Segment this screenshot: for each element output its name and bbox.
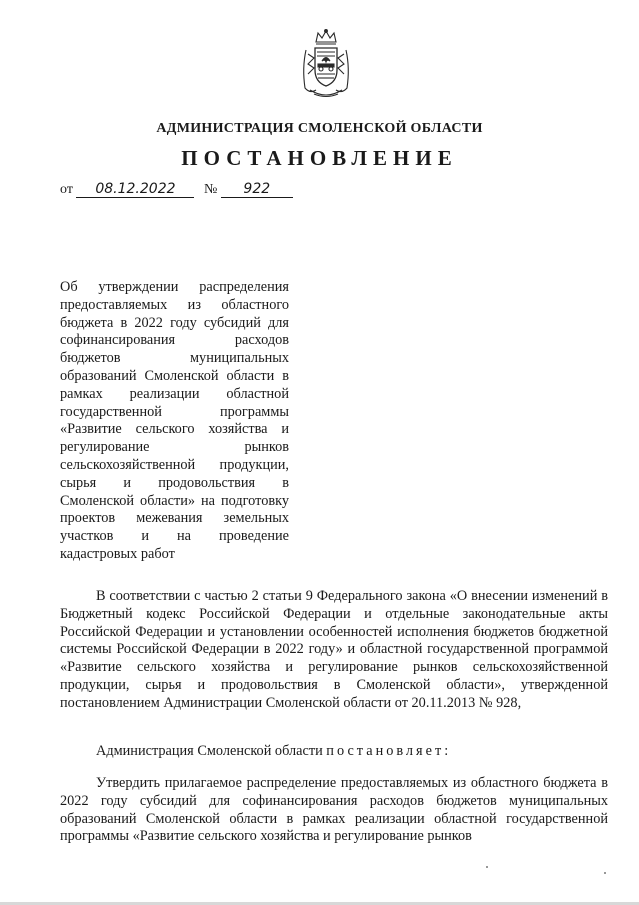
body-paragraph-2 <box>60 743 608 761</box>
body-paragraph-1: В соответствии с частью 2 статьи 9 Федерального закона «О внесении изменений в Бюджетный кодекс Российской Федерации и отдельные законодательные акты Российской Федерации и установлении особенностей исполнения бюджетов бюджетной системы Российской Федерации в 2022 году» и областной государственной программой «Развитие сельского хозяйства и регулирование рынков сельскохозяйственной продукции, сырья и продовольствия в Смоленской области», утвержденной постановлением Администрации Смоленской области от 20.11.2013 № 928, <box>60 588 608 711</box>
registration-date: 08.12.2022 <box>76 181 194 198</box>
resolution-lead: Администрация Смоленской области <box>96 743 323 759</box>
document-subject: Об утверждении распределения предоставляемых из областного бюджета в 2022 году субсидий для софинансирования расходов бюджетов муниципальных образований Смоленской области в рамках реализации областной государственной программы «Развитие сельского хозяйства и регулирование рынков сельскохозяйственной продукции, сырья и продовольствия в Смоленской области» на подготовку проектов межевания земельных участков и на проведение кадастровых работ <box>60 279 289 562</box>
document-type-title: ПОСТАНОВЛЕНИЕ <box>181 146 458 170</box>
resolution-verb: постановляет: <box>326 743 452 759</box>
scan-speck <box>604 872 606 874</box>
date-prefix: от <box>60 182 73 197</box>
coat-of-arms-icon <box>296 28 356 100</box>
registration-line <box>60 181 293 198</box>
registration-number: 922 <box>221 181 293 198</box>
number-prefix: № <box>203 182 218 197</box>
organization-title: АДМИНИСТРАЦИЯ СМОЛЕНСКОЙ ОБЛАСТИ <box>156 121 483 136</box>
body-paragraph-3: Утвердить прилагаемое распределение предоставляемых из областного бюджета в 2022 году субсидий для софинансирования расходов бюджетов муниципальных образований Смоленской области в рамках реализации областной государственной программы «Развитие сельского хозяйства и регулирование рынков <box>60 775 608 845</box>
scan-speck <box>486 866 488 868</box>
